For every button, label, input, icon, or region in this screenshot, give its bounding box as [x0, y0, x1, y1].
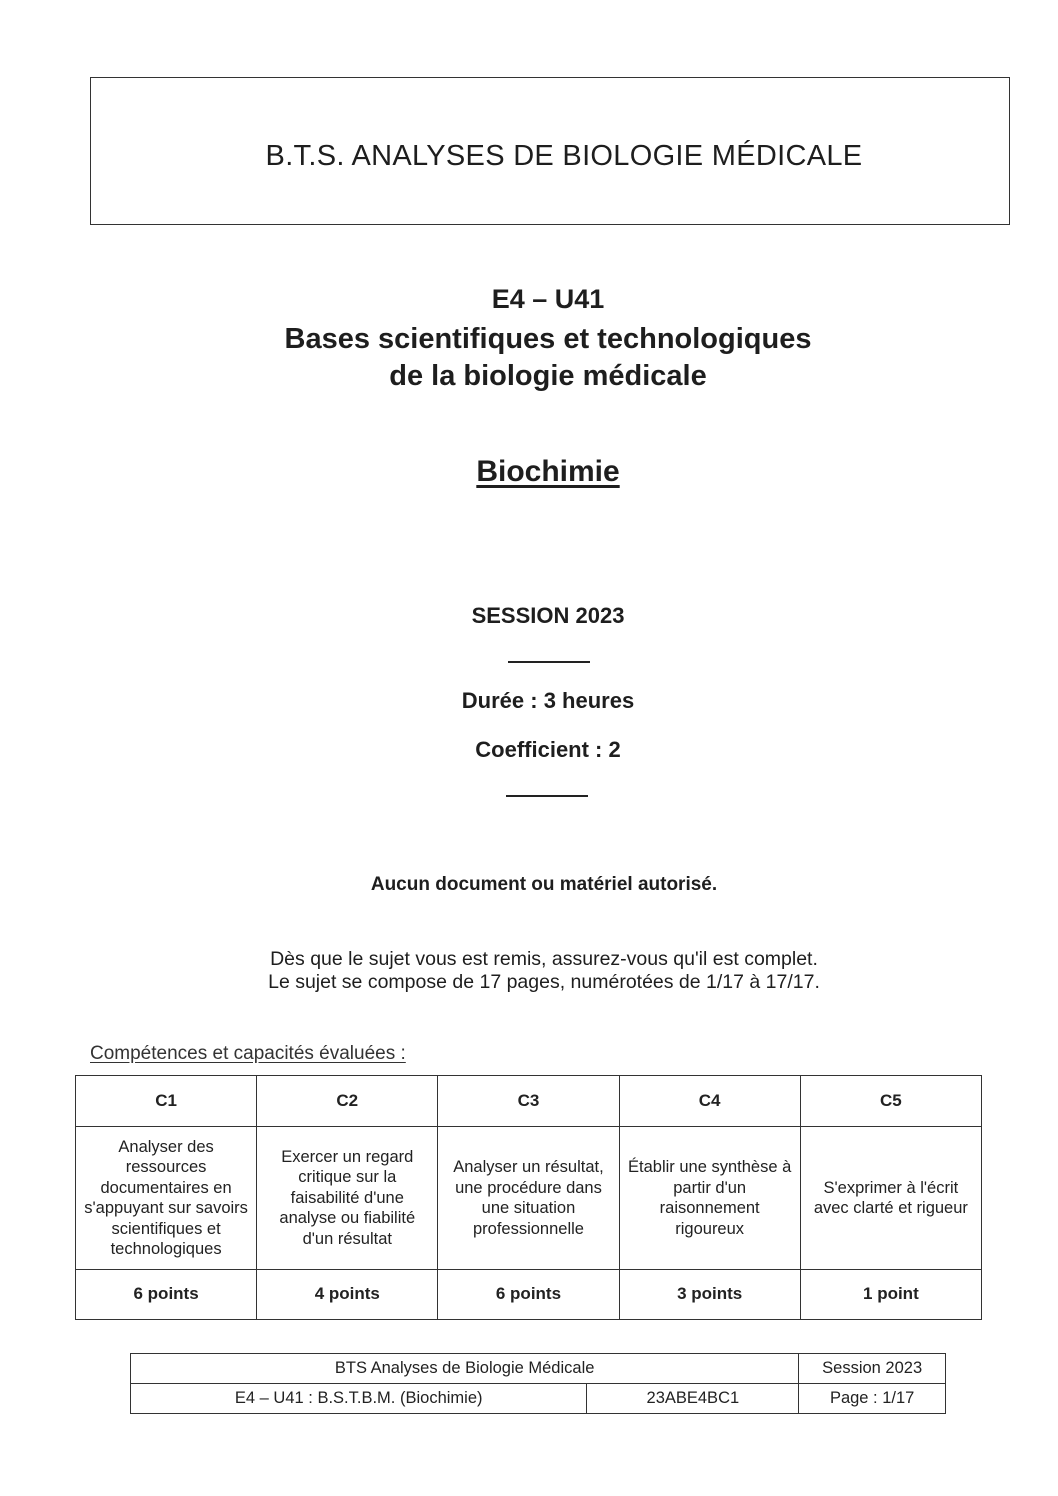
footer-exam-label: E4 – U41 : B.S.T.B.M. (Biochimie): [131, 1384, 587, 1414]
table-cell-points: 4 points: [257, 1270, 438, 1320]
table-cell-description: Analyser des ressources documentaires en s'appuyant sur savoirs scientifiques et technologiques: [76, 1127, 257, 1270]
table-cell-points: 6 points: [438, 1270, 619, 1320]
exam-session: SESSION 2023: [471, 603, 625, 628]
table-row: [131, 1354, 946, 1384]
header-title: B.T.S. ANALYSES DE BIOLOGIE MÉDICALE: [265, 140, 863, 172]
footer-page: Page : 1/17: [799, 1384, 946, 1414]
no-documents-notice: Aucun document ou matériel autorisé.: [370, 874, 718, 895]
exam-duration: Durée : 3 heures: [461, 688, 635, 713]
table-header-row: [76, 1076, 982, 1127]
table-row: [131, 1384, 946, 1414]
table-cell-description: Exercer un regard critique sur la faisabilité d'une analyse ou fiabilité d'un résultat: [257, 1127, 438, 1270]
table-header-cell: C3: [438, 1076, 619, 1127]
table-header-cell: C1: [76, 1076, 257, 1127]
table-cell-description: S'exprimer à l'écrit avec clarté et rigueur: [800, 1127, 981, 1270]
divider-rule: [506, 795, 588, 797]
table-cell-points: 6 points: [76, 1270, 257, 1320]
competences-title: Compétences et capacités évaluées :: [90, 1043, 406, 1064]
table-header-cell: C4: [619, 1076, 800, 1127]
exam-subject: Biochimie: [476, 455, 620, 488]
table-row: [76, 1270, 982, 1320]
table-cell-description: Analyser un résultat, une procédure dans une situation professionnelle: [438, 1127, 619, 1270]
footer-reference: 23ABE4BC1: [587, 1384, 799, 1414]
divider-rule: [508, 661, 590, 663]
table-header-cell: C5: [800, 1076, 981, 1127]
footer-session: Session 2023: [799, 1354, 946, 1384]
table-cell-description: Établir une synthèse à partir d'un raisonnement rigoureux: [619, 1127, 800, 1270]
instruction-line: Le sujet se compose de 17 pages, numérotées de 1/17 à 17/17.: [268, 971, 820, 993]
footer-table: [130, 1353, 946, 1414]
table-header-cell: C2: [257, 1076, 438, 1127]
exam-code: E4 – U41: [491, 284, 605, 314]
competences-table: [75, 1075, 982, 1320]
exam-title-line1: Bases scientifiques et technologiques: [284, 323, 812, 355]
table-cell-points: 1 point: [800, 1270, 981, 1320]
exam-title-line2: de la biologie médicale: [389, 360, 707, 392]
table-cell-points: 3 points: [619, 1270, 800, 1320]
table-row: [76, 1127, 982, 1270]
instruction-line: Dès que le sujet vous est remis, assurez-vous qu'il est complet.: [270, 948, 818, 970]
exam-coefficient: Coefficient : 2: [475, 737, 621, 762]
footer-program: BTS Analyses de Biologie Médicale: [131, 1354, 799, 1384]
